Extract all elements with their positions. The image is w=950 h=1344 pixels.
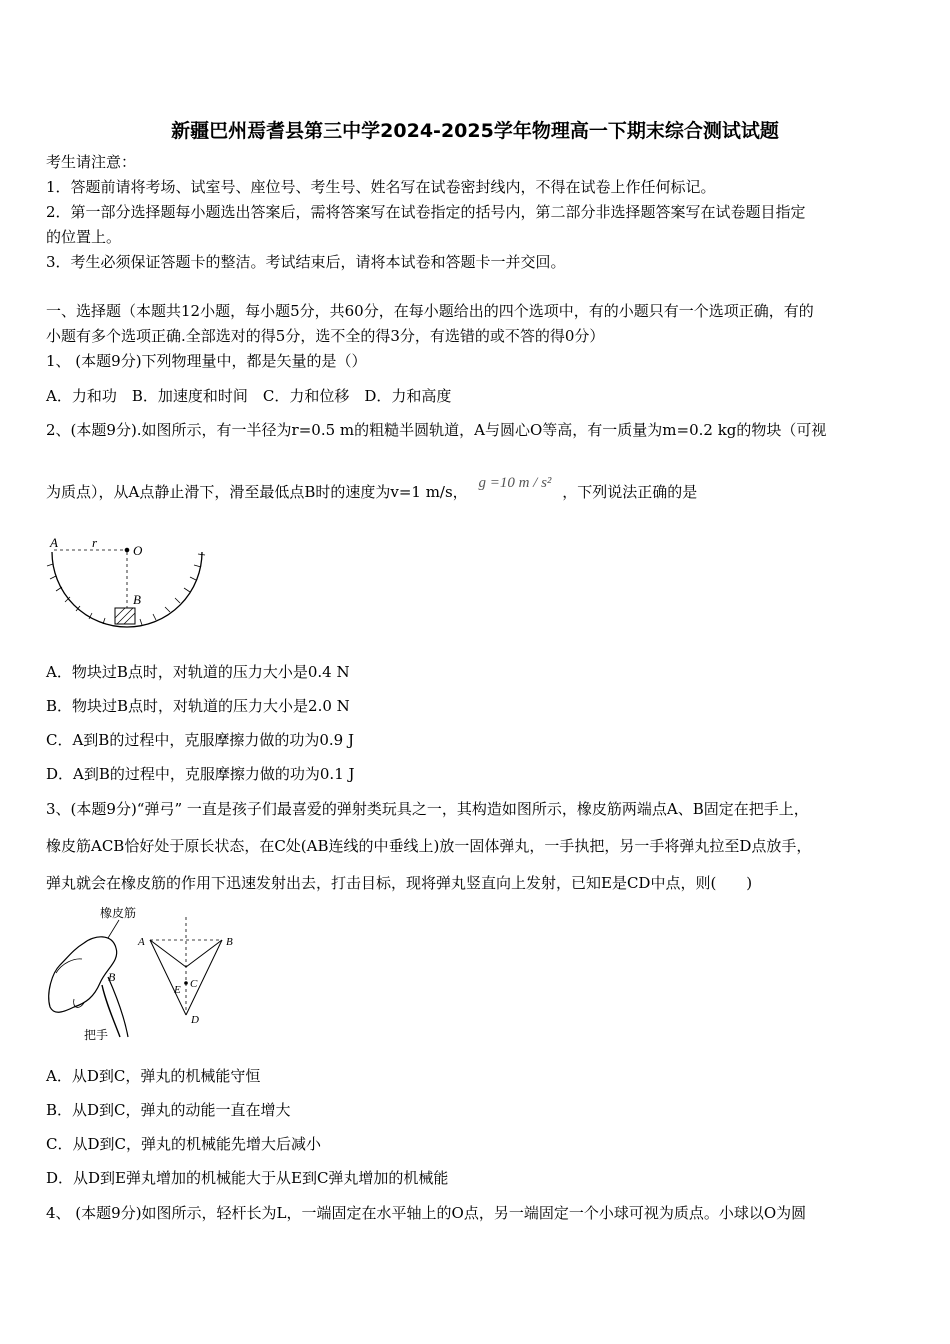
q2-stem-cont bbox=[46, 475, 698, 503]
q2-stem: 2、(本题9分).如图所示，有一半径为r=0.5 m的粗糙半圆轨道，A与圆心O等高，有一质量为m=0.2 kg的物块（可视 bbox=[46, 421, 827, 439]
section-instructions: 一、选择题（本题共12小题，每小题5分，共60分，在每小题给出的四个选项中，有的小题只有一个选项正确，有的 bbox=[46, 302, 814, 320]
label-rubber-band: 橡皮筋 bbox=[100, 906, 137, 920]
semicircle-track-figure bbox=[44, 534, 214, 629]
label-B: B bbox=[226, 936, 233, 948]
label-r: r bbox=[92, 535, 98, 550]
q2-option-d: D．A到B的过程中，克服摩擦力做的功为0.1 J bbox=[46, 765, 355, 783]
label-E: E bbox=[174, 984, 181, 996]
q2-stem-text-2: ，下列说法正确的是 bbox=[562, 483, 698, 501]
q1-stem: 1、 (本题9分)下列物理量中，都是矢量的是（） bbox=[46, 352, 367, 370]
label-handle: 把手 bbox=[84, 1028, 109, 1042]
label-A: A bbox=[138, 936, 145, 948]
label-B: B bbox=[133, 592, 141, 607]
label-A: A bbox=[50, 535, 58, 550]
q4-stem: 4、 (本题9分)如图所示，轻杆长为L，一端固定在水平轴上的O点，另一端固定一个小球可视为质点。小球以O为圆 bbox=[46, 1204, 807, 1222]
q3-option-a: A．从D到C，弹丸的机械能守恒 bbox=[46, 1067, 261, 1085]
q3-option-c: C．从D到C，弹丸的机械能先增大后减小 bbox=[46, 1135, 321, 1153]
q3-stem: 3、(本题9分)“弹弓” 一直是孩子们最喜爱的弹射类玩具之一，其构造如图所示，橡皮筋两端点A、B固定在把手上， bbox=[46, 800, 809, 818]
q2-option-a: A．物块过B点时，对轨道的压力大小是0.4 N bbox=[46, 663, 350, 681]
q1-options: A．力和功 B．加速度和时间 C．力和位移 D．力和高度 bbox=[46, 387, 452, 405]
q3-stem-cont: 橡皮筋ACB恰好处于原长状态，在C处(AB连线的中垂线上)放一固体弹丸，一手执把，另一手将弹丸拉至D点放手， bbox=[46, 837, 812, 855]
notice-item-2: 2．第一部分选择题每小题选出答案后，需将答案写在试卷指定的括号内，第二部分非选择题答案写在试卷题目指定 bbox=[46, 203, 806, 221]
q3-stem-cont-2: 弹丸就会在橡皮筋的作用下迅速发射出去，打击目标，现将弹丸竖直向上发射，已知E是CD中点，则( ) bbox=[46, 874, 753, 892]
slingshot-figure bbox=[44, 903, 244, 1043]
label-D: D bbox=[191, 1014, 199, 1026]
notice-item-3: 3．考生必须保证答题卡的整洁。考试结束后，请将本试卷和答题卡一并交回。 bbox=[46, 253, 566, 271]
page-title: 新疆巴州焉耆县第三中学2024-2025学年物理高一下期末综合测试试题 bbox=[171, 120, 779, 142]
section-instructions-cont: 小题有多个选项正确.全部选对的得5分，选不全的得3分，有选错的或不答的得0分） bbox=[46, 327, 605, 345]
gravity-formula: g =10 m / s² bbox=[478, 475, 552, 491]
notice-item-1: 1．答题前请将考场、试室号、座位号、考生号、姓名写在试卷密封线内，不得在试卷上作任何标记。 bbox=[46, 178, 716, 196]
q2-option-c: C．A到B的过程中，克服摩擦力做的功为0.9 J bbox=[46, 731, 354, 749]
notice-item-2-cont: 的位置上。 bbox=[46, 228, 122, 246]
q3-option-b: B．从D到C，弹丸的动能一直在增大 bbox=[46, 1101, 291, 1119]
label-O: O bbox=[133, 543, 143, 558]
q3-option-d: D．从D到E弹丸增加的机械能大于从E到C弹丸增加的机械能 bbox=[46, 1169, 449, 1187]
label-B-left: B bbox=[108, 970, 116, 984]
q2-stem-text: 为质点），从A点静止滑下，滑至最低点B时的速度为v=1 m/s， bbox=[46, 483, 468, 501]
q2-option-b: B．物块过B点时，对轨道的压力大小是2.0 N bbox=[46, 697, 350, 715]
notice-header: 考生请注意： bbox=[46, 153, 137, 171]
label-C: C bbox=[190, 978, 198, 990]
